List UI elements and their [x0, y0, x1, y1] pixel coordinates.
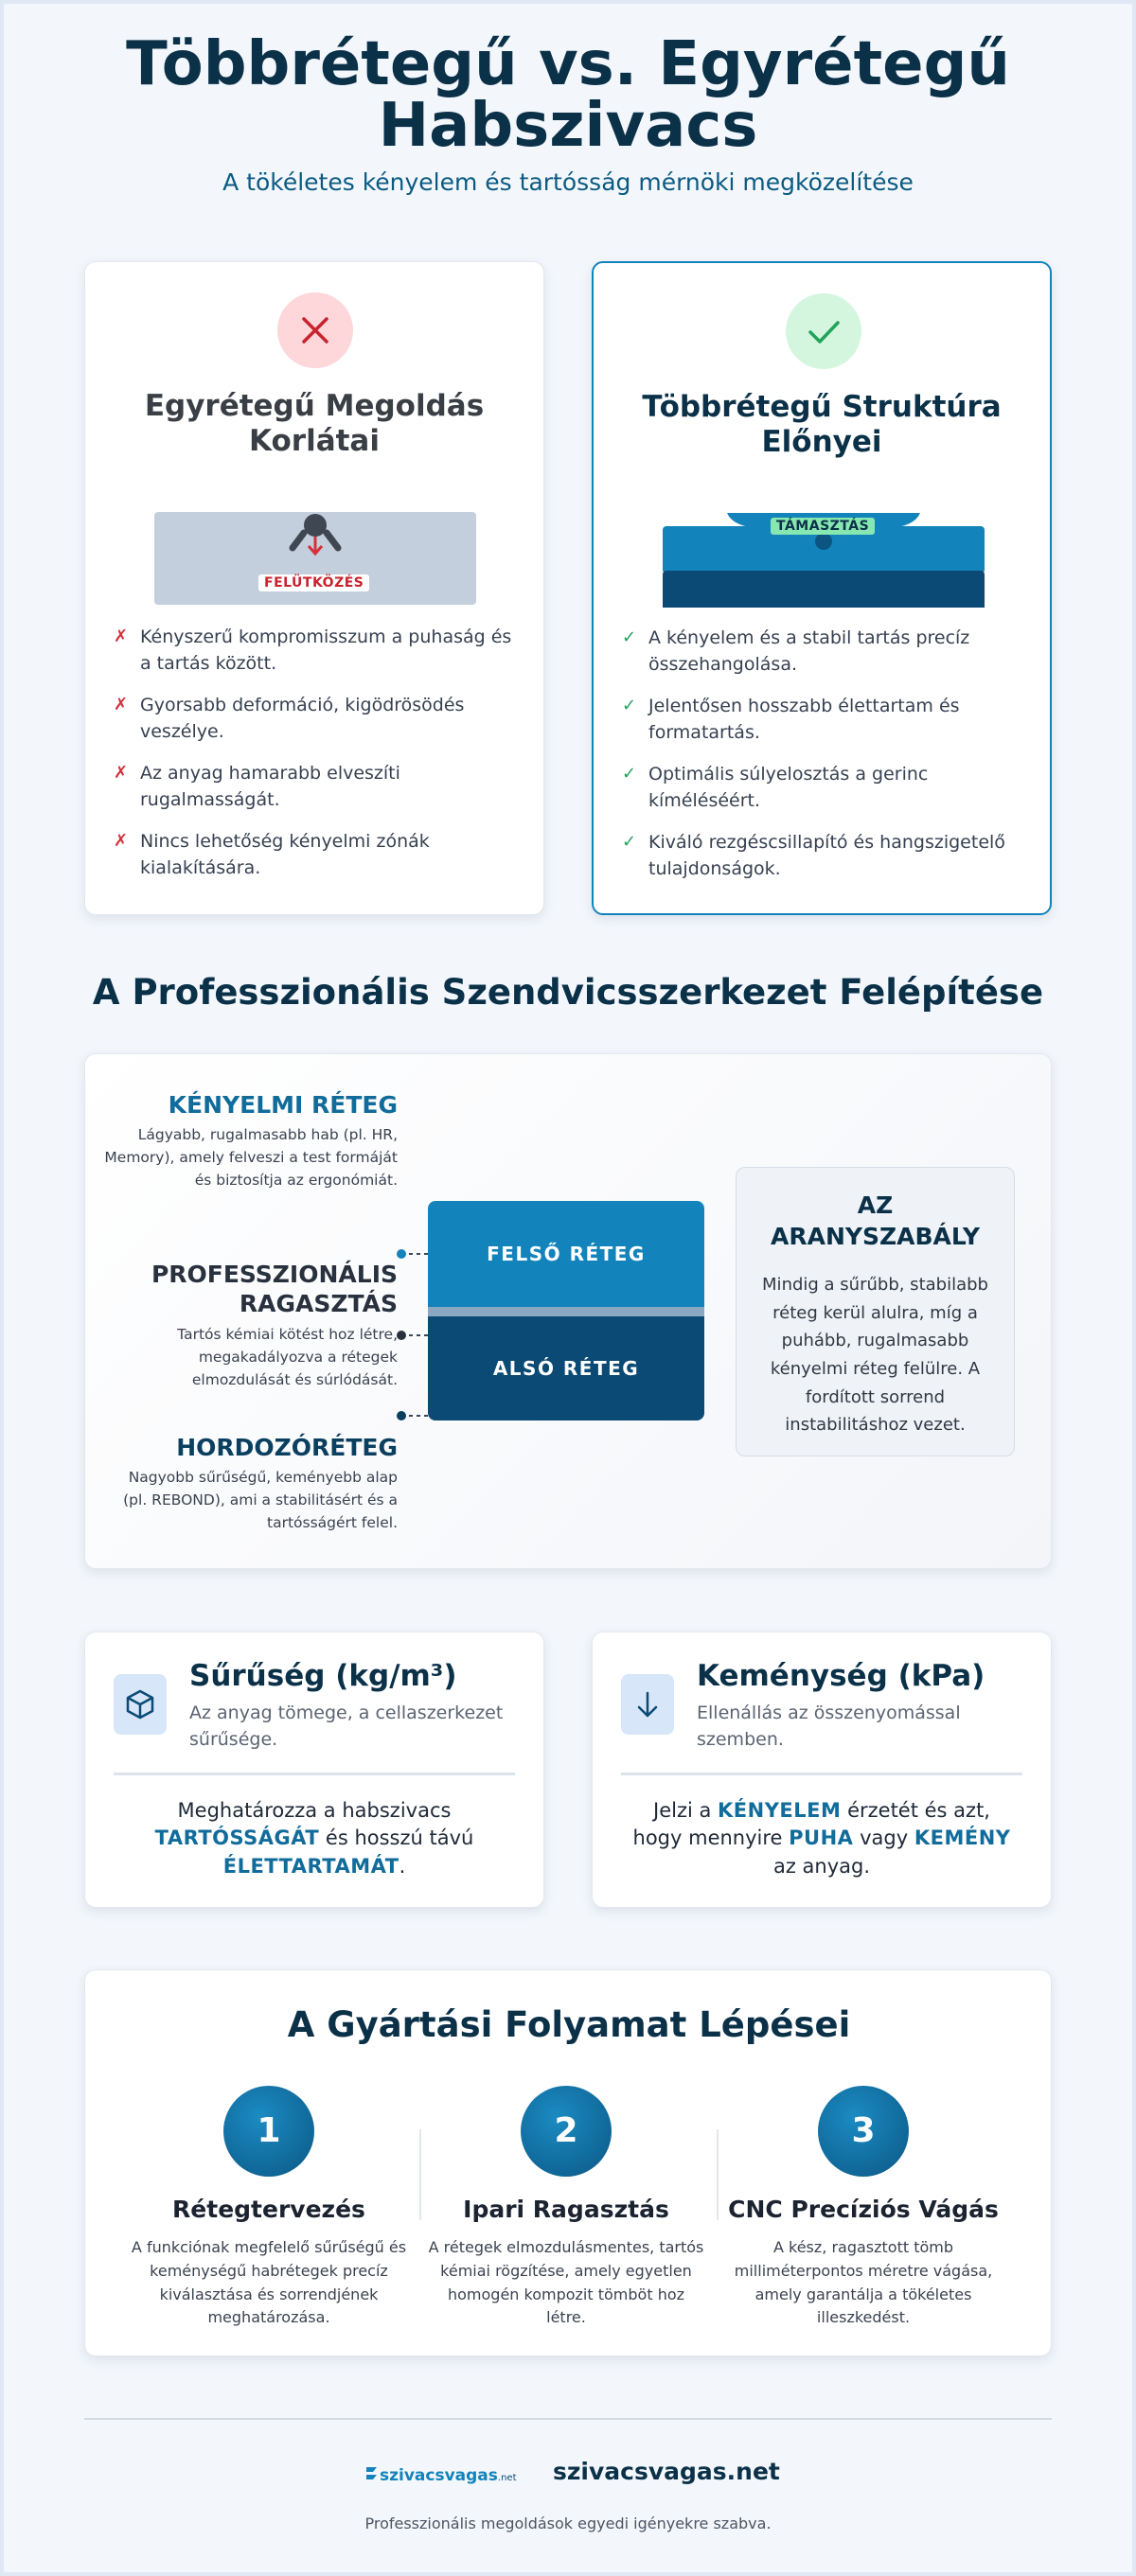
highlight-lifespan: ÉLETTARTAMÁT	[222, 1854, 399, 1878]
cross-icon: ✗	[114, 831, 129, 851]
step-divider	[419, 2129, 421, 2220]
sandwich-structure-card	[84, 1053, 1052, 1569]
close-icon	[277, 292, 353, 368]
golden-rule-box	[736, 1167, 1015, 1456]
step-number-badge: 2	[521, 2086, 612, 2177]
comfort-layer-label	[104, 1090, 398, 1191]
multi-layer-illustration	[663, 513, 985, 608]
step-title: Ipari Ragasztás	[463, 2196, 669, 2223]
multi-layer-title: Többrétegű Struktúra Előnyei	[642, 390, 1002, 460]
cross-icon: ✗	[114, 695, 129, 715]
footer-brand-link[interactable]: szivacsvagas.net	[553, 2458, 780, 2485]
list-item: ✓ Jelentősen hosszabb élettartam és formatartás.	[622, 693, 1021, 746]
list-item: ✗ Az anyag hamarabb elveszíti rugalmasságát.	[114, 760, 515, 813]
bottoming-out-tag: FELÜTKÖZÉS	[258, 574, 369, 591]
step-description: A kész, ragasztott tömb milliméterpontos méretre vágása, amely garantálja a tökéletes illeszkedést.	[734, 2238, 993, 2327]
brand-logo[interactable]	[364, 2461, 530, 2488]
layer-stack-diagram	[428, 1201, 704, 1420]
highlight-soft: PUHA	[789, 1826, 854, 1850]
step-title: CNC Precíziós Vágás	[728, 2196, 999, 2223]
hardness-subtitle: Ellenállás az összenyomással szemben.	[697, 1703, 961, 1750]
footer-divider	[84, 2418, 1052, 2420]
golden-rule-title: AZ ARANYSZABÁLY	[771, 1191, 980, 1250]
footer-note: Professzionális megoldások egyedi igényekre szabva.	[364, 2514, 772, 2532]
density-card	[84, 1632, 544, 1908]
comfort-layer-desc: Lágyabb, rugalmasabb hab (pl. HR, Memory), amely felveszi a test formáját és biztosítja az ergonómiát.	[104, 1126, 398, 1190]
density-subtitle: Az anyag tömege, a cellaszerkezet sűrűsége.	[189, 1703, 504, 1750]
base-layer-desc: Nagyobb sűrűségű, keményebb alap (pl. REBOND), ami a stabilitásért és a tartósságért felel.	[123, 1469, 398, 1532]
multi-layer-card	[592, 261, 1052, 915]
divider	[621, 1773, 1022, 1775]
step-number-badge: 1	[223, 2086, 314, 2177]
single-layer-title: Egyrétegű Megoldás Korlátai	[144, 389, 485, 459]
manufacturing-process-card	[84, 1969, 1052, 2356]
arrow-down-icon	[621, 1674, 674, 1735]
step-divider	[717, 2129, 719, 2220]
highlight-durability: TARTÓSSÁGÁT	[154, 1826, 320, 1850]
single-layer-drawbacks	[114, 624, 515, 896]
single-layer-illustration	[154, 512, 476, 607]
page-title	[0, 29, 1136, 162]
sandwich-section-title: A Professzionális Szendvicsszerkezet Felépítése	[92, 972, 1044, 1013]
glue-layer-block	[428, 1307, 704, 1316]
step-number-badge: 3	[818, 2086, 909, 2177]
cross-icon: ✗	[114, 626, 129, 646]
bonding-layer-heading: PROFESSZIONÁLIS RAGASZTÁS	[151, 1261, 398, 1318]
support-tag: TÁMASZTÁS	[771, 518, 875, 535]
cube-icon	[114, 1674, 167, 1735]
comfort-layer-heading: KÉNYELMI RÉTEG	[168, 1091, 398, 1119]
base-layer-heading: HORDOZÓRÉTEG	[176, 1434, 398, 1461]
highlight-hard: KEMÉNY	[914, 1826, 1011, 1850]
process-title: A Gyártási Folyamat Lépései	[287, 2004, 851, 2045]
bonding-layer-label	[104, 1260, 398, 1391]
list-item: ✗ Kényszerű kompromisszum a puhaság és a tartás között.	[114, 624, 515, 677]
step-title: Rétegtervezés	[172, 2196, 365, 2223]
list-item: ✗ Nincs lehetőség kényelmi zónák kialakítására.	[114, 828, 515, 881]
hardness-title: Keménység (kPa)	[697, 1659, 985, 1693]
check-mark-icon: ✓	[622, 764, 637, 784]
process-step-1	[127, 2086, 411, 2330]
page-title-line-2: Habszivacs	[378, 91, 758, 162]
list-item: ✗ Gyorsabb deformáció, kigödrösödés veszélye.	[114, 692, 515, 745]
check-mark-icon: ✓	[622, 627, 637, 647]
step-description: A funkciónak megfelelő sűrűségű és keménységű habrétegek precíz kiválasztása és sorrendjének meghatározása.	[131, 2238, 407, 2327]
golden-rule-text: Mindig a sűrűbb, stabilabb réteg kerül alulra, míg a puhább, rugalmasabb kényelmi réteg felülre. A fordított sorrend instabilitáshoz vezet.	[762, 1275, 988, 1436]
check-mark-icon: ✓	[622, 832, 637, 852]
highlight-comfort: KÉNYELEM	[718, 1799, 842, 1822]
check-icon	[786, 293, 861, 369]
process-step-2	[424, 2086, 708, 2330]
page-subtitle: A tökéletes kényelem és tartósság mérnöki megközelítése	[222, 168, 914, 196]
cross-icon: ✗	[114, 763, 129, 783]
density-title: Sűrűség (kg/m³)	[189, 1659, 457, 1693]
divider	[114, 1773, 515, 1775]
bonding-layer-desc: Tartós kémiai kötést hoz létre, megakadályozva a rétegek elmozdulását és súrlódását.	[177, 1325, 398, 1388]
check-mark-icon: ✓	[622, 696, 637, 715]
process-step-3	[721, 2086, 1005, 2330]
list-item: ✓ A kényelem és a stabil tartás precíz összehangolása.	[622, 625, 1021, 678]
page-title-line-1: Többrétegű vs. Egyrétegű	[126, 29, 1010, 99]
hardness-description: Jelzi a KÉNYELEM érzetét és azt, hogy mennyire PUHA vagy KEMÉNY az anyag.	[632, 1799, 1011, 1878]
multi-layer-benefits	[622, 625, 1021, 897]
hardness-card	[592, 1632, 1052, 1908]
density-description: Meghatározza a habszivacs TARTÓSSÁGÁT és hosszú távú ÉLETTARTAMÁT.	[154, 1799, 474, 1878]
svg-text:szivacsvagas.net: szivacsvagas.net	[380, 2466, 517, 2485]
single-layer-card	[84, 261, 544, 915]
base-layer-label	[104, 1433, 398, 1534]
list-item: ✓ Kiváló rezgéscsillapító és hangszigetelő tulajdonságok.	[622, 829, 1021, 882]
bottom-layer-block: ALSÓ RÉTEG	[428, 1316, 704, 1420]
top-layer-block: FELSŐ RÉTEG	[428, 1201, 704, 1307]
list-item: ✓ Optimális súlyelosztás a gerinc kíméléséért.	[622, 761, 1021, 814]
step-description: A rétegek elmozdulásmentes, tartós kémiai rögzítése, amely egyetlen homogén kompozit tömböt hoz létre.	[428, 2238, 704, 2327]
